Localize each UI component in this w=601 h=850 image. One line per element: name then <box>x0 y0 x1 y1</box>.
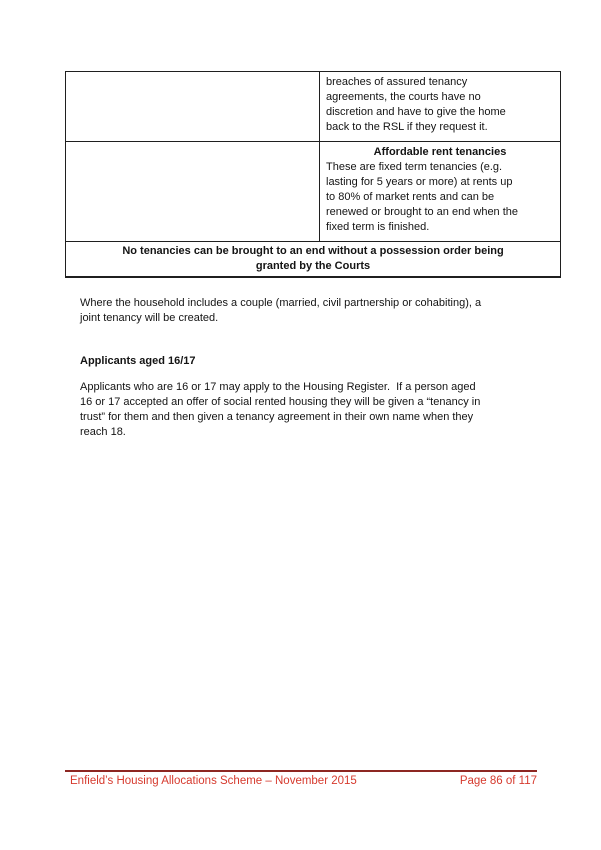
cell-text-line: lasting for 5 years or more) at rents up <box>326 176 513 188</box>
paragraph-line: trust” for them and then given a tenancy agreement in their own name when they <box>80 411 474 423</box>
cell-heading-affordable-rent: Affordable rent tenancies <box>373 146 507 158</box>
footer-rule <box>65 770 537 772</box>
body-text-block <box>80 296 535 440</box>
cell-text-line: to 80% of market rents and can be <box>326 191 495 203</box>
paragraph-line: joint tenancy will be created. <box>80 312 219 324</box>
table-cell-affordable-rent-text <box>320 142 561 242</box>
paragraph-line: Applicants who are 16 or 17 may apply to the Housing Register. If a person aged <box>80 381 476 393</box>
table-cell-empty <box>66 72 320 142</box>
table-row-possession-order-note <box>66 242 561 278</box>
tenancy-types-table <box>65 71 561 278</box>
table-cell-empty <box>66 142 320 242</box>
table-row-assured-tenancy <box>66 72 561 142</box>
page-footer <box>70 774 537 788</box>
cell-text-line: back to the RSL if they request it. <box>326 121 488 133</box>
cell-text-line: renewed or brought to an end when the <box>326 206 519 218</box>
paragraph-applicants-16-17 <box>80 380 535 440</box>
cell-text-line: breaches of assured tenancy <box>326 76 468 88</box>
table-row-affordable-rent <box>66 142 561 242</box>
paragraph-joint-tenancy <box>80 296 535 326</box>
cell-text-line: fixed term is finished. <box>326 221 430 233</box>
cell-text-line: agreements, the courts have no <box>326 91 481 103</box>
cell-text-line: These are fixed term tenancies (e.g. <box>326 161 503 173</box>
merged-note-line: No tenancies can be brought to an end without a possession order being <box>122 245 504 257</box>
merged-note-line: granted by the Courts <box>255 260 371 272</box>
heading-applicants-aged-16-17: Applicants aged 16/17 <box>80 355 196 367</box>
footer-page-number: Page 86 of 117 <box>459 775 537 787</box>
footer-document-title: Enfield’s Housing Allocations Scheme – November 2015 <box>70 775 357 787</box>
paragraph-line: Where the household includes a couple (married, civil partnership or cohabiting), a <box>80 297 482 309</box>
cell-text-line: discretion and have to give the home <box>326 106 506 118</box>
paragraph-line: 16 or 17 accepted an offer of social rented housing they will be given a “tenancy in <box>80 396 481 408</box>
table-cell-merged-note <box>66 242 561 278</box>
table-cell-assured-tenancy-text <box>320 72 561 142</box>
paragraph-line: reach 18. <box>80 426 126 438</box>
